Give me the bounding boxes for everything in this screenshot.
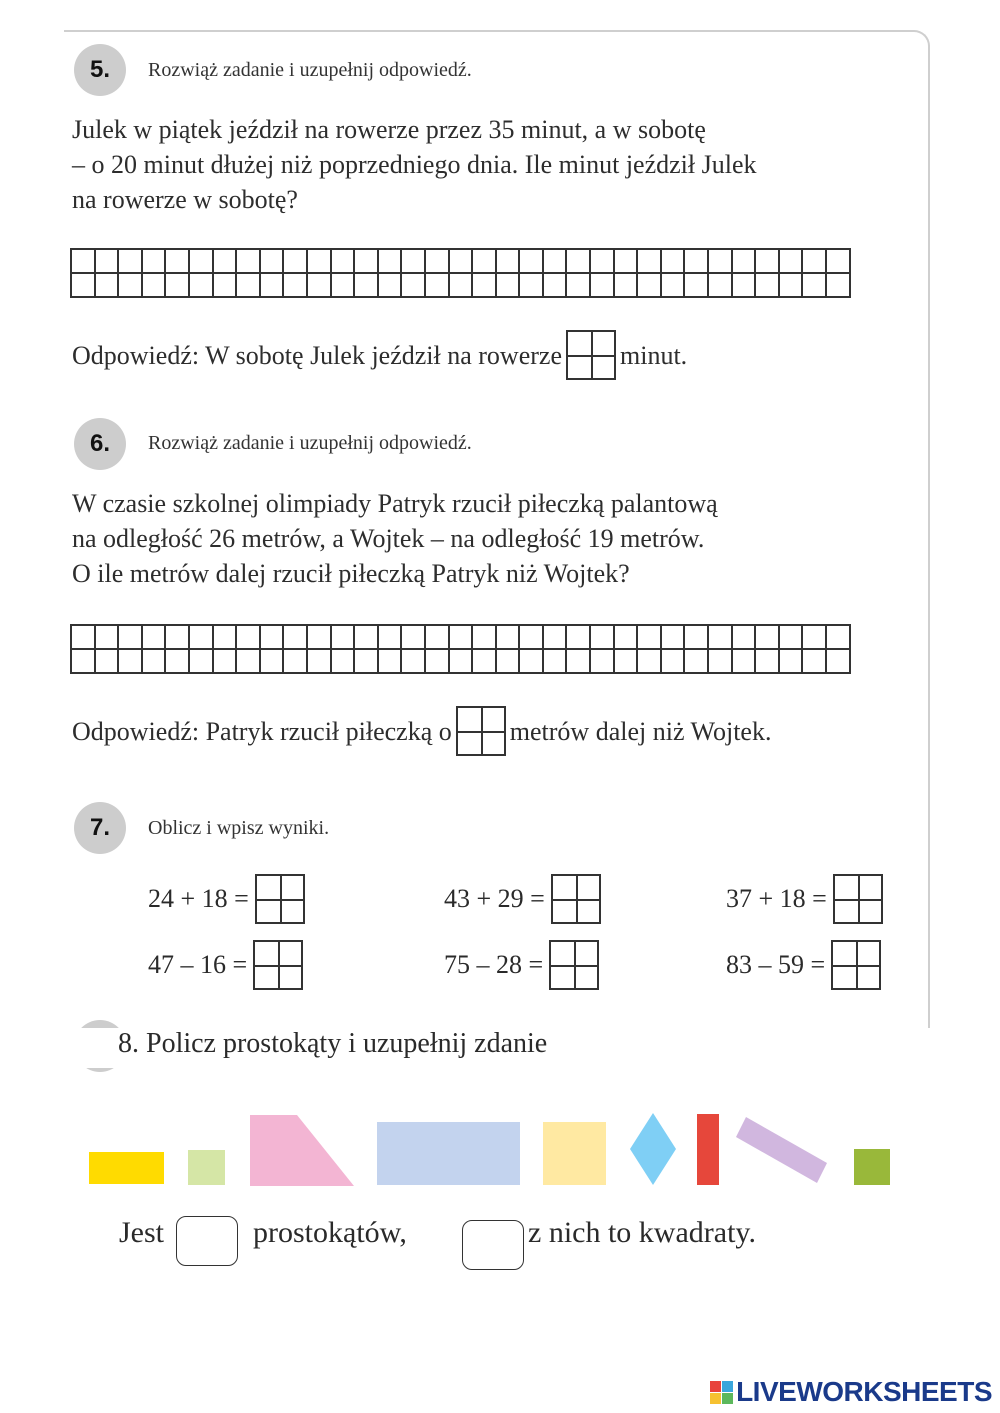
grid-cell <box>802 625 826 649</box>
grid-cell <box>661 625 685 649</box>
squares-count-box[interactable] <box>462 1220 524 1270</box>
grid-cell <box>71 273 95 297</box>
grid-cell <box>543 273 567 297</box>
grid-cell <box>496 649 520 673</box>
grid-cell <box>779 625 803 649</box>
grid-cell <box>165 249 189 273</box>
equation-3-answer-box[interactable] <box>833 874 883 924</box>
grid-cell <box>661 249 685 273</box>
equation-6-answer-box[interactable] <box>831 940 881 990</box>
grid-cell <box>779 649 803 673</box>
grid-cell <box>118 249 142 273</box>
grid-cell <box>543 625 567 649</box>
grid-cell <box>260 273 284 297</box>
grid-cell <box>779 249 803 273</box>
grid-cell <box>354 273 378 297</box>
grid-cell <box>449 649 473 673</box>
grid-cell <box>236 625 260 649</box>
grid-cell <box>472 249 496 273</box>
grid-cell <box>519 273 543 297</box>
green-square <box>854 1149 890 1185</box>
grid-cell <box>95 249 119 273</box>
equation-1: 24 + 18 = <box>148 874 305 924</box>
grid-cell <box>213 649 237 673</box>
grid-cell <box>684 273 708 297</box>
task-6-work-grid[interactable] <box>70 624 851 674</box>
grid-cell <box>826 625 850 649</box>
task-5-problem: Julek w piątek jeździł na rowerze przez 35 minut, a w sobotę – o 20 minut dłużej niż poprzedniego dnia. Ile minut jeździł Julek na rowerze w sobotę? <box>72 115 757 214</box>
grid-cell <box>755 249 779 273</box>
grid-cell <box>331 649 355 673</box>
grid-cell <box>449 273 473 297</box>
grid-cell <box>378 249 402 273</box>
grid-cell <box>637 273 661 297</box>
grid-cell <box>449 625 473 649</box>
grid-cell <box>566 273 590 297</box>
grid-cell <box>684 625 708 649</box>
grid-cell <box>590 273 614 297</box>
grid-cell <box>472 649 496 673</box>
grid-cell <box>118 273 142 297</box>
task-5-answer-unit: minut. <box>620 340 688 370</box>
grid-cell <box>165 625 189 649</box>
grid-cell <box>708 649 732 673</box>
grid-cell <box>708 273 732 297</box>
grid-cell <box>331 273 355 297</box>
grid-cell <box>425 249 449 273</box>
light-yellow-square <box>543 1122 606 1185</box>
grid-cell <box>118 625 142 649</box>
grid-cell <box>590 649 614 673</box>
grid-cell <box>142 625 166 649</box>
red-rectangle <box>697 1114 719 1185</box>
grid-cell <box>614 249 638 273</box>
task-5-answer-box[interactable] <box>566 330 616 380</box>
grid-cell <box>283 273 307 297</box>
equation-2-answer-box[interactable] <box>551 874 601 924</box>
grid-cell <box>566 649 590 673</box>
task-6-instruction: Rozwiąż zadanie i uzupełnij odpowiedź. <box>148 432 472 454</box>
grid-cell <box>661 649 685 673</box>
grid-cell <box>566 249 590 273</box>
grid-cell <box>614 649 638 673</box>
yellow-rectangle <box>89 1152 164 1184</box>
grid-cell <box>401 625 425 649</box>
task-7-badge: 7. <box>74 802 126 854</box>
grid-cell <box>496 273 520 297</box>
grid-cell <box>354 625 378 649</box>
grid-cell <box>307 249 331 273</box>
grid-cell <box>590 625 614 649</box>
task-5-work-grid[interactable] <box>70 248 851 298</box>
grid-cell <box>189 649 213 673</box>
grid-cell <box>637 625 661 649</box>
grid-cell <box>496 249 520 273</box>
grid-cell <box>661 273 685 297</box>
grid-cell <box>331 625 355 649</box>
task-7-instruction: Oblicz i wpisz wyniki. <box>148 817 330 839</box>
purple-tilted-rectangle <box>736 1117 828 1187</box>
equation-4: 47 – 16 = <box>148 940 303 990</box>
grid-cell <box>307 273 331 297</box>
grid-cell <box>732 625 756 649</box>
pink-trapezoid <box>250 1115 354 1187</box>
grid-cell <box>213 625 237 649</box>
equation-1-answer-box[interactable] <box>255 874 305 924</box>
grid-cell <box>165 273 189 297</box>
grid-cell <box>755 625 779 649</box>
grid-cell <box>378 625 402 649</box>
grid-cell <box>637 649 661 673</box>
grid-cell <box>519 625 543 649</box>
grid-cell <box>684 249 708 273</box>
grid-cell <box>708 249 732 273</box>
grid-cell <box>826 249 850 273</box>
grid-cell <box>472 273 496 297</box>
grid-cell <box>755 273 779 297</box>
grid-cell <box>472 625 496 649</box>
logo-icon <box>710 1381 733 1404</box>
grid-cell <box>236 649 260 673</box>
grid-cell <box>378 649 402 673</box>
grid-cell <box>401 649 425 673</box>
grid-cell <box>614 273 638 297</box>
grid-cell <box>519 249 543 273</box>
grid-cell <box>260 249 284 273</box>
grid-cell <box>236 273 260 297</box>
grid-cell <box>118 649 142 673</box>
liveworksheets-logo <box>710 1376 992 1408</box>
task-8-word-prostokatow: prostokątów, <box>253 1216 407 1249</box>
equation-4-answer-box[interactable] <box>253 940 303 990</box>
grid-cell <box>708 625 732 649</box>
grid-cell <box>802 249 826 273</box>
task-8-word-jest: Jest <box>119 1216 164 1249</box>
grid-cell <box>189 249 213 273</box>
task-6-answer-box[interactable] <box>456 706 506 756</box>
task-8-sentence-end: z nich to kwadraty. <box>528 1216 756 1249</box>
grid-cell <box>142 649 166 673</box>
task-6-answer <box>72 706 771 756</box>
grid-cell <box>142 273 166 297</box>
grid-cell <box>213 249 237 273</box>
blue-rectangle <box>377 1122 520 1185</box>
grid-cell <box>307 649 331 673</box>
grid-cell <box>401 273 425 297</box>
grid-cell <box>71 249 95 273</box>
grid-cell <box>95 649 119 673</box>
grid-cell <box>331 249 355 273</box>
grid-cell <box>425 625 449 649</box>
grid-cell <box>213 273 237 297</box>
grid-cell <box>496 625 520 649</box>
task-5-badge: 5. <box>74 44 126 96</box>
grid-cell <box>283 249 307 273</box>
equation-2: 43 + 29 = <box>444 874 601 924</box>
grid-cell <box>165 649 189 673</box>
grid-cell <box>732 649 756 673</box>
grid-cell <box>755 649 779 673</box>
grid-cell <box>802 649 826 673</box>
grid-cell <box>260 625 284 649</box>
rectangles-count-box[interactable] <box>176 1216 238 1266</box>
task-5-instruction: Rozwiąż zadanie i uzupełnij odpowiedź. <box>148 59 472 81</box>
grid-cell <box>590 249 614 273</box>
task-6-answer-text: Odpowiedź: Patryk rzucił piłeczką o <box>72 716 452 746</box>
grid-cell <box>425 273 449 297</box>
grid-cell <box>614 625 638 649</box>
equation-5: 75 – 28 = <box>444 940 599 990</box>
task-6-answer-unit: metrów dalej niż Wojtek. <box>509 716 772 746</box>
blue-rhombus <box>630 1113 676 1186</box>
grid-cell <box>519 649 543 673</box>
task-6-badge: 6. <box>74 418 126 470</box>
equation-3: 37 + 18 = <box>726 874 883 924</box>
grid-cell <box>543 249 567 273</box>
equation-5-answer-box[interactable] <box>549 940 599 990</box>
grid-cell <box>732 249 756 273</box>
grid-cell <box>189 625 213 649</box>
grid-cell <box>354 249 378 273</box>
task-5-answer-text: Odpowiedź: W sobotę Julek jeździł na rowerze <box>72 340 562 370</box>
grid-cell <box>826 273 850 297</box>
grid-cell <box>307 625 331 649</box>
grid-cell <box>189 273 213 297</box>
task-8-title: 8. Policz prostokąty i uzupełnij zdanie <box>118 1028 548 1059</box>
grid-cell <box>566 625 590 649</box>
light-green-square <box>188 1150 225 1185</box>
grid-cell <box>283 625 307 649</box>
grid-cell <box>425 649 449 673</box>
grid-cell <box>283 649 307 673</box>
grid-cell <box>449 249 473 273</box>
grid-cell <box>684 649 708 673</box>
equation-6: 83 – 59 = <box>726 940 881 990</box>
grid-cell <box>401 249 425 273</box>
grid-cell <box>378 273 402 297</box>
grid-cell <box>637 249 661 273</box>
grid-cell <box>71 649 95 673</box>
grid-cell <box>354 649 378 673</box>
grid-cell <box>71 625 95 649</box>
grid-cell <box>260 649 284 673</box>
grid-cell <box>543 649 567 673</box>
grid-cell <box>732 273 756 297</box>
grid-cell <box>826 649 850 673</box>
task-6-problem: W czasie szkolnej olimpiady Patryk rzucił piłeczką palantową na odległość 26 metrów, a Wojtek – na odległość 19 metrów. O ile metrów dalej rzucił piłeczką Patryk niż Wojtek? <box>72 489 718 588</box>
grid-cell <box>142 249 166 273</box>
grid-cell <box>95 273 119 297</box>
logo-text: LIVEWORKSHEETS <box>736 1376 992 1407</box>
grid-cell <box>236 249 260 273</box>
grid-cell <box>802 273 826 297</box>
grid-cell <box>779 273 803 297</box>
grid-cell <box>95 625 119 649</box>
task-5-answer <box>72 330 687 380</box>
